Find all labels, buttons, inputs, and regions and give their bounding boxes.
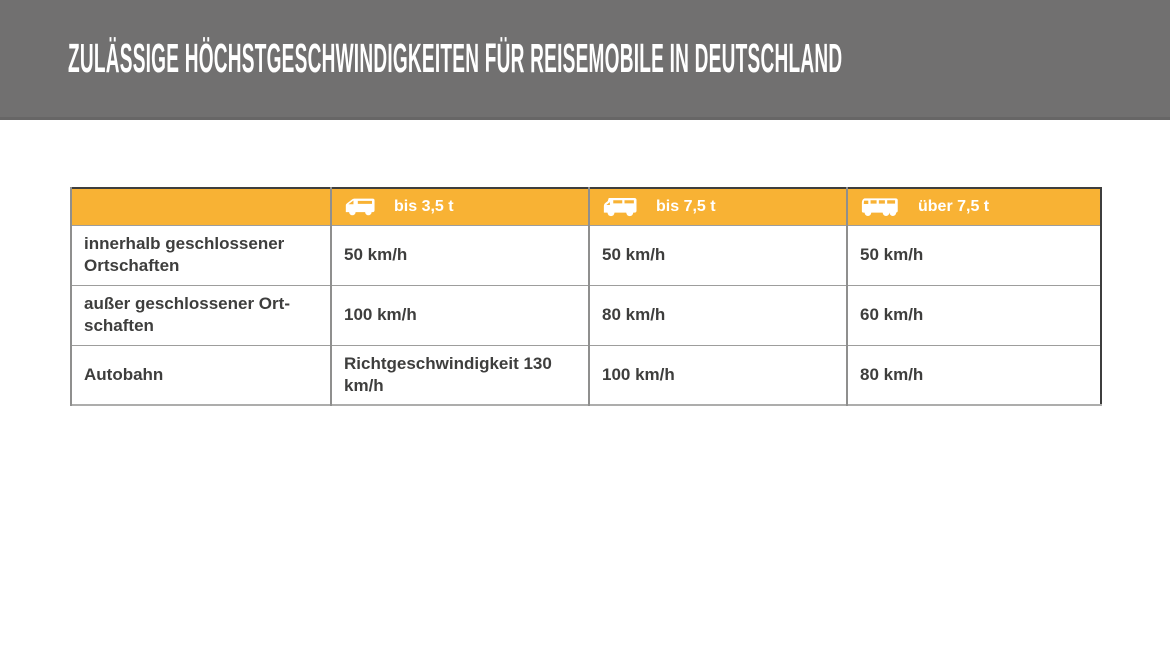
table-row [71,225,1101,285]
row-label: Autobahn [71,345,331,405]
table-cell: 100 km/h [589,345,847,405]
table-cell: 80 km/h [589,285,847,345]
row-label: innerhalb geschlossener Ortschaften [71,225,331,285]
column-label: bis 7,5 t [656,197,716,215]
table-cell: 80 km/h [847,345,1101,405]
row-label: außer geschlossener Ortschaften [71,285,331,345]
header-cell-bis-7-5t [589,188,847,225]
speed-limit-table [70,187,1102,406]
header-cell-ueber-7-5t [847,188,1101,225]
table-container [70,187,1170,406]
header-cell-bis-3-5t [331,188,589,225]
table-cell: 50 km/h [589,225,847,285]
liner-motorhome-icon [860,196,900,218]
column-label: bis 3,5 t [394,197,454,215]
table-cell: 100 km/h [331,285,589,345]
header-banner [0,0,1170,120]
table-cell: 50 km/h [331,225,589,285]
header-row [71,188,1101,225]
alcove-motorhome-icon [602,196,638,218]
table-cell: Richtgeschwindigkeit 130 km/h [331,345,589,405]
camper-van-icon [344,197,376,217]
page-title: ZULÄSSIGE HÖCHSTGESCHWINDIGKEITEN FÜR REISEMOBILE IN DEUTSCHLAND [68,35,843,81]
column-label: über 7,5 t [918,197,990,215]
header-cell-empty [71,188,331,225]
table-cell: 50 km/h [847,225,1101,285]
table-cell: 60 km/h [847,285,1101,345]
table-header [71,188,1101,225]
table-body [71,225,1101,405]
table-row [71,345,1101,405]
table-row [71,285,1101,345]
